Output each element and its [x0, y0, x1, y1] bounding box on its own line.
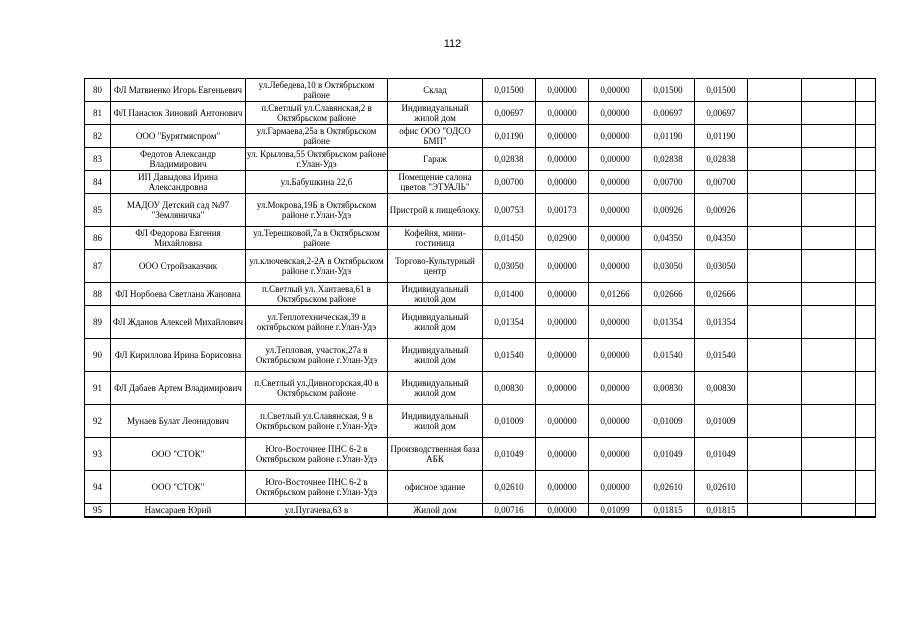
owner-name-cell: ФЛ Панасюк Зиновий Антонович	[111, 102, 246, 125]
row-number-cell: 95	[85, 504, 111, 517]
row-number-cell: 88	[85, 283, 111, 306]
purpose-cell: Пристрой к пищеблоку.	[388, 194, 483, 227]
value-1-cell: 0,00830	[483, 372, 536, 405]
empty-cell	[748, 79, 802, 102]
table-row	[85, 306, 876, 339]
value-2-cell: 0,00000	[536, 171, 589, 194]
empty-cell	[856, 339, 876, 372]
empty-cell	[748, 283, 802, 306]
value-3-cell: 0,00000	[589, 372, 642, 405]
value-4-cell: 0,01500	[642, 79, 695, 102]
value-1-cell: 0,01009	[483, 405, 536, 438]
value-2-cell: 0,02900	[536, 227, 589, 250]
value-2-cell: 0,00000	[536, 405, 589, 438]
empty-cell	[748, 148, 802, 171]
purpose-cell: Индивидуальный жилой дом	[388, 372, 483, 405]
empty-cell	[748, 102, 802, 125]
value-3-cell: 0,00000	[589, 306, 642, 339]
value-1-cell: 0,01400	[483, 283, 536, 306]
owner-name-cell: ФЛ Федорова Евгения Михайловна	[111, 227, 246, 250]
empty-cell	[856, 405, 876, 438]
owner-name-cell: МАДОУ Детский сад №97 "Земляничка"	[111, 194, 246, 227]
purpose-cell: Помещение салона цветов "ЭТУАЛЬ"	[388, 171, 483, 194]
value-5-cell: 0,04350	[695, 227, 748, 250]
value-4-cell: 0,01354	[642, 306, 695, 339]
value-3-cell: 0,00000	[589, 125, 642, 148]
table-body	[85, 79, 876, 517]
address-cell: п.Светлый ул.Славянская, 9 в Октябрьском районе г.Улан-Удэ	[246, 405, 388, 438]
table-row	[85, 283, 876, 306]
table-row	[85, 194, 876, 227]
value-2-cell: 0,00000	[536, 306, 589, 339]
value-4-cell: 0,01009	[642, 405, 695, 438]
table-row	[85, 250, 876, 283]
value-4-cell: 0,00926	[642, 194, 695, 227]
value-5-cell: 0,01815	[695, 504, 748, 517]
value-1-cell: 0,00697	[483, 102, 536, 125]
value-1-cell: 0,01450	[483, 227, 536, 250]
purpose-cell: Гараж	[388, 148, 483, 171]
value-5-cell: 0,03050	[695, 250, 748, 283]
value-2-cell: 0,00000	[536, 102, 589, 125]
value-5-cell: 0,01009	[695, 405, 748, 438]
value-2-cell: 0,00000	[536, 148, 589, 171]
value-5-cell: 0,02838	[695, 148, 748, 171]
purpose-cell: Индивидуальный жилой дом	[388, 102, 483, 125]
empty-cell	[802, 471, 856, 504]
address-cell: ул.Терешковой,7а в Октябрьском районе	[246, 227, 388, 250]
value-2-cell: 0,00000	[536, 283, 589, 306]
value-4-cell: 0,01815	[642, 504, 695, 517]
value-4-cell: 0,03050	[642, 250, 695, 283]
value-5-cell: 0,01540	[695, 339, 748, 372]
value-5-cell: 0,01049	[695, 438, 748, 471]
value-5-cell: 0,02666	[695, 283, 748, 306]
empty-cell	[802, 194, 856, 227]
owner-name-cell: Намсараев Юрий	[111, 504, 246, 517]
address-cell: ул.ключевская,2-2А в Октябрьском районе г.Улан-Удэ	[246, 250, 388, 283]
value-3-cell: 0,00000	[589, 227, 642, 250]
table-row	[85, 79, 876, 102]
empty-cell	[856, 102, 876, 125]
value-5-cell: 0,00697	[695, 102, 748, 125]
table-row	[85, 504, 876, 517]
row-number-cell: 86	[85, 227, 111, 250]
value-2-cell: 0,00173	[536, 194, 589, 227]
empty-cell	[802, 405, 856, 438]
table-row	[85, 148, 876, 171]
address-cell: ул.Теплотехническая,39 в октябрьском районе г.Улан-Удэ	[246, 306, 388, 339]
value-4-cell: 0,00700	[642, 171, 695, 194]
address-cell: п.Светлый ул.Дивногорская,40 в Октябрьском районе	[246, 372, 388, 405]
empty-cell	[748, 438, 802, 471]
empty-cell	[856, 194, 876, 227]
purpose-cell: офис ООО "ОДСО БМП"	[388, 125, 483, 148]
value-4-cell: 0,04350	[642, 227, 695, 250]
empty-cell	[856, 438, 876, 471]
value-1-cell: 0,01190	[483, 125, 536, 148]
value-2-cell: 0,00000	[536, 79, 589, 102]
value-1-cell: 0,03050	[483, 250, 536, 283]
empty-cell	[748, 125, 802, 148]
value-1-cell: 0,00753	[483, 194, 536, 227]
table-row	[85, 405, 876, 438]
value-4-cell: 0,01049	[642, 438, 695, 471]
data-table	[84, 78, 876, 518]
value-3-cell: 0,00000	[589, 250, 642, 283]
address-cell: п.Светлый ул.Славянская,2 в Октябрьском районе	[246, 102, 388, 125]
value-2-cell: 0,00000	[536, 125, 589, 148]
empty-cell	[748, 372, 802, 405]
purpose-cell: Индивидуальный жилой дом	[388, 405, 483, 438]
owner-name-cell: ИП Давыдова Ирина Александровна	[111, 171, 246, 194]
address-cell: ул.Пугачева,63 в	[246, 504, 388, 517]
table-row	[85, 339, 876, 372]
value-5-cell: 0,01354	[695, 306, 748, 339]
empty-cell	[856, 79, 876, 102]
empty-cell	[748, 306, 802, 339]
owner-name-cell: ООО "Бурятмяспром"	[111, 125, 246, 148]
row-number-cell: 81	[85, 102, 111, 125]
row-number-cell: 92	[85, 405, 111, 438]
empty-cell	[748, 405, 802, 438]
purpose-cell: Кофейня, мини-гостиница	[388, 227, 483, 250]
empty-cell	[748, 504, 802, 517]
row-number-cell: 85	[85, 194, 111, 227]
empty-cell	[802, 79, 856, 102]
value-5-cell: 0,00926	[695, 194, 748, 227]
empty-cell	[748, 339, 802, 372]
value-3-cell: 0,00000	[589, 171, 642, 194]
value-3-cell: 0,00000	[589, 79, 642, 102]
owner-name-cell: ФЛ Кириллова Ирина Борисовна	[111, 339, 246, 372]
owner-name-cell: Мунаев Булат Леонидович	[111, 405, 246, 438]
value-1-cell: 0,02610	[483, 471, 536, 504]
empty-cell	[856, 306, 876, 339]
empty-cell	[856, 171, 876, 194]
owner-name-cell: Федотов Александр Владимирович	[111, 148, 246, 171]
value-3-cell: 0,00000	[589, 438, 642, 471]
value-3-cell: 0,00000	[589, 148, 642, 171]
table-row	[85, 227, 876, 250]
table-row	[85, 125, 876, 148]
value-1-cell: 0,02838	[483, 148, 536, 171]
address-cell: ул.Бабушкина 22,б	[246, 171, 388, 194]
value-4-cell: 0,02838	[642, 148, 695, 171]
value-3-cell: 0,00000	[589, 194, 642, 227]
value-3-cell: 0,01266	[589, 283, 642, 306]
empty-cell	[748, 171, 802, 194]
value-3-cell: 0,01099	[589, 504, 642, 517]
value-3-cell: 0,00000	[589, 471, 642, 504]
empty-cell	[802, 339, 856, 372]
empty-cell	[802, 171, 856, 194]
value-1-cell: 0,01049	[483, 438, 536, 471]
row-number-cell: 93	[85, 438, 111, 471]
value-2-cell: 0,00000	[536, 504, 589, 517]
row-number-cell: 83	[85, 148, 111, 171]
owner-name-cell: ООО Стройзаказчик	[111, 250, 246, 283]
value-5-cell: 0,01500	[695, 79, 748, 102]
empty-cell	[748, 227, 802, 250]
value-2-cell: 0,00000	[536, 438, 589, 471]
value-4-cell: 0,00830	[642, 372, 695, 405]
empty-cell	[748, 471, 802, 504]
address-cell: ул.Тепловая, участок,27а в Октябрьском районе г.Улан-Удэ	[246, 339, 388, 372]
address-cell: ул. Крылова,55 Октябрьском районе г.Улан-Удэ	[247, 149, 386, 169]
table-row	[85, 438, 876, 471]
row-number-cell: 82	[85, 125, 111, 148]
value-3-cell: 0,00000	[589, 339, 642, 372]
empty-cell	[802, 227, 856, 250]
purpose-cell: Торгово-Культурный центр	[388, 250, 483, 283]
value-1-cell: 0,00716	[483, 504, 536, 517]
owner-name-cell: ФЛ Жданов Алексей Михайлович	[111, 306, 246, 339]
empty-cell	[802, 438, 856, 471]
value-2-cell: 0,00000	[536, 372, 589, 405]
empty-cell	[802, 102, 856, 125]
value-3-cell: 0,00000	[589, 102, 642, 125]
value-5-cell: 0,02610	[695, 471, 748, 504]
empty-cell	[856, 250, 876, 283]
owner-name-cell: ООО "СТОК"	[111, 471, 246, 504]
purpose-cell: Производственная база АБК	[388, 438, 483, 471]
value-5-cell: 0,01190	[695, 125, 748, 148]
purpose-cell: Жилой дом	[388, 504, 483, 517]
empty-cell	[748, 194, 802, 227]
table-row	[85, 171, 876, 194]
empty-cell	[802, 306, 856, 339]
address-cell: п.Светлый ул. Хантаева,61 в Октябрьском районе	[246, 283, 388, 306]
owner-name-cell: ООО "СТОК"	[111, 438, 246, 471]
page-number: 112	[443, 38, 462, 50]
value-3-cell: 0,00000	[589, 405, 642, 438]
owner-name-cell: ФЛ Норбоева Светлана Жановна	[111, 283, 246, 306]
row-number-cell: 91	[85, 372, 111, 405]
owner-name-cell: ФЛ Дабаев Артем Владимирович	[111, 372, 246, 405]
empty-cell	[856, 125, 876, 148]
purpose-cell: Индивидуальный жилой дом	[388, 339, 483, 372]
value-1-cell: 0,01540	[483, 339, 536, 372]
address-cell: ул.Лебедева,10 в Октябрьском районе	[246, 79, 388, 102]
value-1-cell: 0,01354	[483, 306, 536, 339]
value-5-cell: 0,00830	[695, 372, 748, 405]
table-row	[85, 102, 876, 125]
value-2-cell: 0,00000	[536, 471, 589, 504]
row-number-cell: 84	[85, 171, 111, 194]
value-1-cell: 0,01500	[483, 79, 536, 102]
empty-cell	[856, 148, 876, 171]
owner-name-cell: ФЛ Матвиенко Игорь Евгеньевич	[111, 79, 246, 102]
empty-cell	[856, 227, 876, 250]
empty-cell	[802, 372, 856, 405]
empty-cell	[856, 283, 876, 306]
row-number-cell: 94	[85, 471, 111, 504]
address-cell: Юго-Восточнее ПНС 6-2 в Октябрьском районе г.Улан-Удэ	[246, 471, 388, 504]
purpose-cell: Индивидуальный жилой дом	[388, 283, 483, 306]
value-2-cell: 0,00000	[536, 250, 589, 283]
row-number-cell: 80	[85, 79, 111, 102]
value-1-cell: 0,00700	[483, 171, 536, 194]
address-cell: Юго-Восточнее ПНС 6-2 в Октябрьском районе г.Улан-Удэ	[246, 438, 388, 471]
table-row	[85, 471, 876, 504]
empty-cell	[802, 504, 856, 517]
empty-cell	[802, 250, 856, 283]
purpose-cell: офисное здание	[388, 471, 483, 504]
row-number-cell: 87	[85, 250, 111, 283]
value-5-cell: 0,00700	[695, 171, 748, 194]
empty-cell	[748, 250, 802, 283]
value-4-cell: 0,01540	[642, 339, 695, 372]
empty-cell	[802, 125, 856, 148]
empty-cell	[856, 504, 876, 517]
purpose-cell: Индивидуальный жилой дом	[388, 306, 483, 339]
address-cell: ул.Гармаева,25а в Октябрьском районе	[246, 125, 388, 148]
value-4-cell: 0,01190	[642, 125, 695, 148]
value-4-cell: 0,02666	[642, 283, 695, 306]
address-cell: ул.Мокрова,19Б в Октябрьском районе г.Улан-Удэ	[246, 194, 388, 227]
empty-cell	[856, 372, 876, 405]
table-row	[85, 372, 876, 405]
value-4-cell: 0,00697	[642, 102, 695, 125]
value-4-cell: 0,02610	[642, 471, 695, 504]
purpose-cell: Склад	[388, 79, 483, 102]
empty-cell	[802, 148, 856, 171]
value-2-cell: 0,00000	[536, 339, 589, 372]
empty-cell	[856, 471, 876, 504]
row-number-cell: 89	[85, 306, 111, 339]
row-number-cell: 90	[85, 339, 111, 372]
empty-cell	[802, 283, 856, 306]
